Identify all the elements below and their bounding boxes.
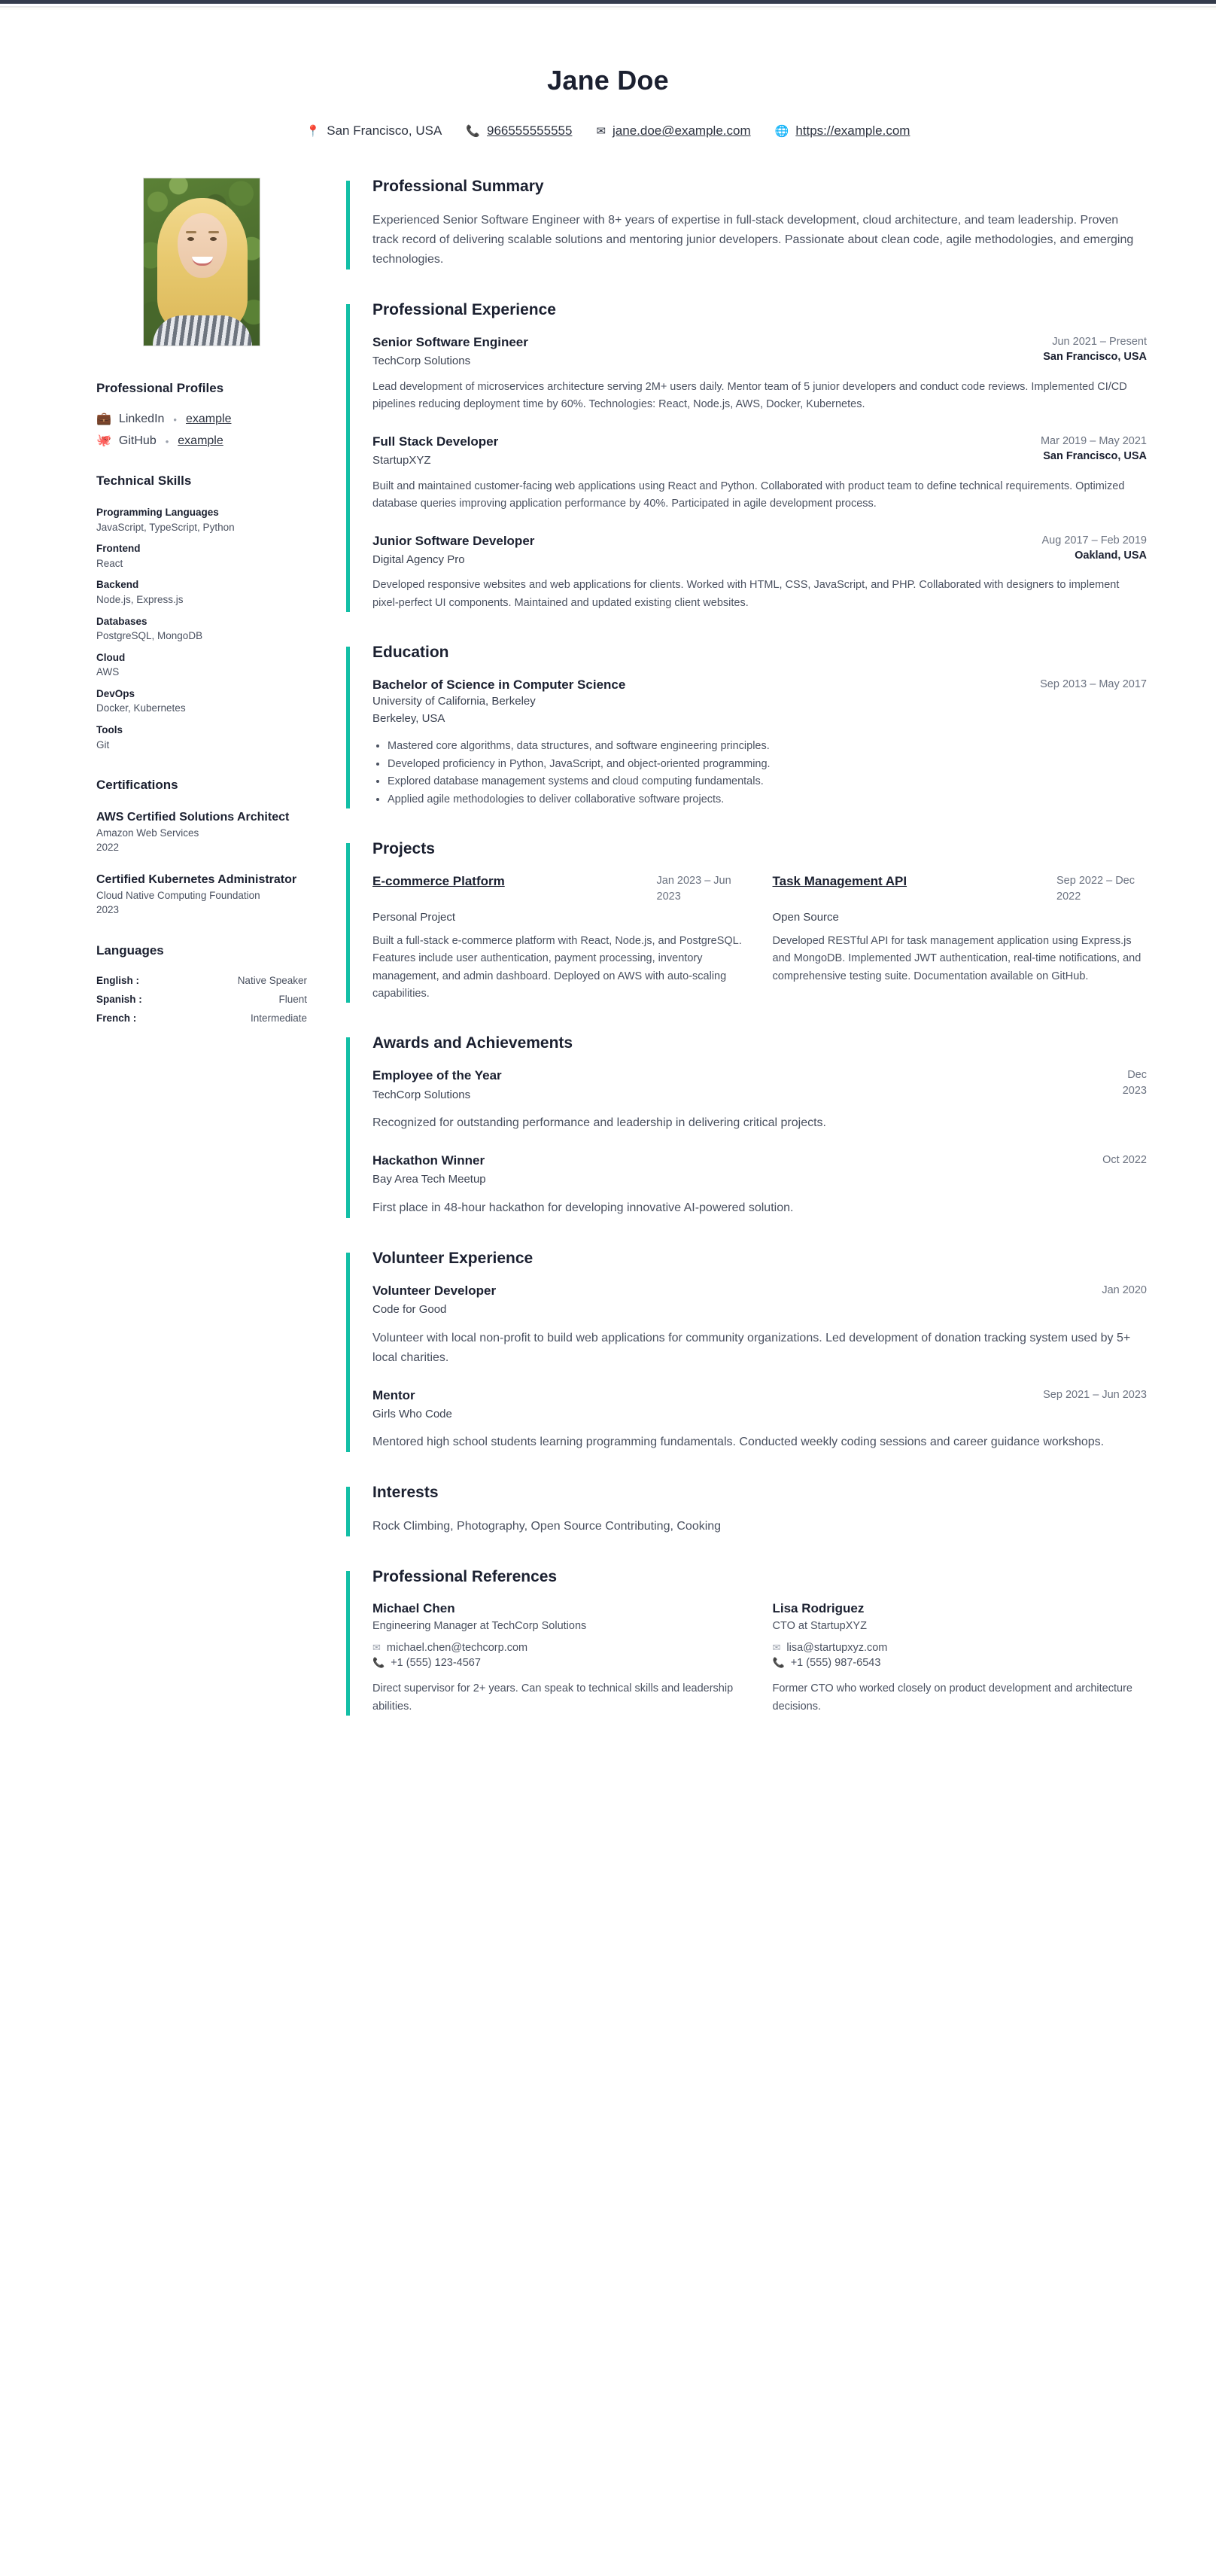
language-name: French : (96, 1012, 137, 1024)
briefcase-icon: 💼 (96, 413, 111, 426)
award-entry-head (372, 1153, 1147, 1188)
skills-heading: Technical Skills (96, 473, 192, 489)
profile-item-0[interactable] (96, 413, 307, 426)
skill-category-3: Databases (96, 615, 147, 627)
profile-link[interactable]: example (185, 413, 232, 426)
experience-company: Digital Agency Pro (372, 553, 465, 566)
experience-list (372, 334, 1147, 612)
certification-name: AWS Certified Solutions Architect (96, 811, 290, 824)
education-bullet-2: • Explored database management systems and cloud computing fundamentals. (388, 773, 1147, 790)
profile-separator: • (173, 413, 177, 425)
languages-section (96, 943, 307, 1024)
volunteer-org: Girls Who Code (372, 1407, 452, 1420)
phone-icon: 📞 (466, 124, 480, 138)
experience-entry-1 (372, 434, 1147, 513)
experience-location: San Francisco, USA (1043, 351, 1147, 364)
skills-section (96, 473, 307, 752)
profile-separator: • (165, 435, 169, 447)
interests-title: Interests (372, 1484, 439, 1502)
reference-card-0 (372, 1601, 747, 1716)
volunteer-entry-right (1043, 1387, 1147, 1403)
volunteer-role: Mentor (372, 1387, 415, 1402)
education-bullets (388, 738, 1147, 808)
interests-text: Rock Climbing, Photography, Open Source Contributing, Cooking (372, 1520, 722, 1533)
experience-description: Lead development of microservices architecture serving 2M+ users daily. Mentor team of 5 junior developers and conduct code reviews. Implemented CI/CD pipelines reducing deployment time by 60%. Technologies: React, Node.js, AWS, Docker, Kubernetes. (372, 380, 1127, 411)
experience-entry-right (1043, 334, 1147, 365)
skill-category-4: Cloud (96, 651, 126, 663)
education-school: University of California, Berkeley (372, 695, 536, 708)
experience-location: San Francisco, USA (1043, 450, 1147, 463)
summary-text: Experienced Senior Software Engineer with 8+ years of expertise in full-stack development, cloud architecture, and team leadership. Proven track record of delivering scalable solutions and mentoring junior developers. Passionate about clean code, agile methodologies, and emerging technologies. (372, 214, 1134, 266)
education-title: Education (372, 644, 449, 662)
language-item-2 (96, 1012, 307, 1024)
section-professional-references (346, 1568, 1147, 1716)
volunteer-entry-0 (372, 1283, 1147, 1368)
language-level: Native Speaker (237, 974, 307, 986)
award-entry-head (372, 1067, 1147, 1103)
experience-entry-right (1041, 434, 1147, 464)
volunteer-date: Sep 2021 – Jun 2023 (1043, 1388, 1147, 1401)
reference-phone-row[interactable] (773, 1657, 1148, 1669)
envelope-icon: ✉ (772, 1642, 781, 1654)
education-list (372, 677, 1147, 808)
experience-description: Built and maintained customer-facing web applications using React and Python. Collaborated with product team to define technical requirements. Optimized database queries improving application performance by 40%. Participated in agile development process. (372, 480, 1125, 510)
project-type: Open Source (772, 910, 839, 924)
contact-value[interactable]: jane.doe@example.com (613, 123, 751, 139)
contact-value[interactable]: 966555555555 (486, 123, 573, 139)
certifications-section (96, 778, 307, 918)
skill-category-2: Backend (96, 579, 139, 591)
candidate-name: Jane Doe (547, 65, 669, 96)
phone-icon: 📞 (772, 1657, 785, 1669)
education-bullet-1: • Developed proficiency in Python, JavaScript, and object-oriented programming. (388, 756, 1147, 773)
volunteer-list (372, 1283, 1147, 1452)
contact-item-1[interactable] (466, 123, 572, 139)
project-date: Jan 2023 – Jun 2023 (656, 875, 731, 903)
reference-name: Michael Chen (372, 1601, 455, 1616)
project-date: Sep 2022 – Dec 2022 (1056, 875, 1135, 903)
award-description: First place in 48-hour hackathon for developing innovative AI-powered solution. (372, 1201, 794, 1215)
award-entry-right (1100, 1067, 1147, 1098)
education-entry-right (1040, 677, 1147, 693)
photo-shirt (153, 315, 252, 346)
experience-role: Junior Software Developer (372, 533, 535, 548)
language-item-0 (96, 975, 307, 986)
section-professional-experience (346, 301, 1147, 612)
skill-value-3: PostgreSQL, MongoDB (96, 630, 203, 642)
profiles-list (96, 413, 307, 448)
experience-entry-head (372, 434, 1147, 469)
education-bullet-3: • Applied agile methodologies to deliver collaborative software projects. (388, 791, 1147, 808)
project-description: Developed RESTful API for task management application using Express.js and MongoDB. Implemented JWT authentication, real-time notifications, and comprehensive testing suite. Documentation available on GitHub. (772, 934, 1142, 982)
envelope-icon: ✉ (596, 124, 606, 138)
profile-item-1[interactable] (96, 434, 307, 448)
reference-role: Engineering Manager at TechCorp Solutions (372, 1620, 587, 1633)
reference-email-row[interactable] (372, 1642, 747, 1654)
certification-name: Certified Kubernetes Administrator (96, 872, 297, 886)
contact-item-0 (306, 123, 442, 139)
reference-email-row[interactable] (773, 1642, 1148, 1654)
reference-phone[interactable]: +1 (555) 123-4567 (391, 1657, 481, 1670)
volunteer-org: Code for Good (372, 1303, 447, 1317)
award-entry-left (372, 1153, 1081, 1188)
certifications-list (96, 809, 307, 918)
skill-value-5: Docker, Kubernetes (96, 702, 186, 714)
section-projects (346, 840, 1147, 1003)
award-date: Dec 2023 (1122, 1069, 1147, 1098)
project-card-head (773, 873, 1148, 904)
education-degree: Bachelor of Science in Computer Science (372, 677, 626, 693)
section-volunteer-experience (346, 1250, 1147, 1452)
section-education (346, 644, 1147, 808)
globe-icon: 🌐 (774, 124, 789, 138)
skills-list (96, 505, 307, 752)
experience-company: StartupXYZ (372, 453, 431, 467)
project-card-head (372, 873, 747, 904)
languages-heading: Languages (96, 942, 164, 958)
language-level: Intermediate (250, 1012, 307, 1024)
award-name: Employee of the Year (372, 1068, 502, 1083)
certification-date: 2023 (96, 903, 120, 915)
octopus-icon: 🐙 (96, 434, 111, 448)
experience-entry-left (372, 434, 1020, 469)
contact-item-3[interactable] (775, 123, 910, 139)
resume-sidebar (96, 178, 307, 1747)
education-date: Sep 2013 – May 2017 (1040, 678, 1147, 691)
education-entry-left (372, 677, 1019, 727)
experience-entry-2 (372, 533, 1147, 613)
education-entry-0 (372, 677, 1147, 808)
experience-date: Aug 2017 – Feb 2019 (1041, 534, 1147, 547)
award-date: Oct 2022 (1102, 1154, 1147, 1167)
projects-grid (372, 873, 1147, 1003)
contact-value: San Francisco, USA (327, 123, 442, 139)
location-pin-icon: 📍 (306, 124, 321, 138)
certification-item-0 (96, 809, 307, 855)
experience-entry-head (372, 533, 1147, 568)
skill-value-6: Git (96, 738, 110, 751)
skill-value-0: JavaScript, TypeScript, Python (96, 521, 235, 533)
certification-date: 2022 (96, 842, 120, 854)
language-name: Spanish : (96, 993, 142, 1005)
experience-entry-left (372, 334, 1022, 370)
certification-issuer: Amazon Web Services (96, 827, 199, 839)
certification-item-1 (96, 872, 307, 918)
certification-issuer: Cloud Native Computing Foundation (96, 890, 260, 902)
volunteer-description: Volunteer with local non-profit to build web applications for community organizations. Led development of donation tracking system used by 5+ local charities. (372, 1331, 1131, 1364)
award-entry-0 (372, 1067, 1147, 1133)
section-awards (346, 1034, 1147, 1218)
resume-header (0, 10, 1216, 139)
project-name[interactable]: E-commerce Platform (372, 874, 505, 889)
skill-category-1: Frontend (96, 543, 141, 555)
language-level: Fluent (278, 993, 307, 1005)
award-issuer: TechCorp Solutions (372, 1088, 471, 1101)
projects-title: Projects (372, 840, 435, 858)
volunteer-entry-head (372, 1283, 1147, 1318)
reference-note: Direct supervisor for 2+ years. Can speak to technical skills and leadership abilities. (372, 1682, 734, 1713)
reference-role: CTO at StartupXYZ (772, 1620, 867, 1633)
education-entry-head (372, 677, 1147, 727)
award-issuer: Bay Area Tech Meetup (372, 1173, 486, 1186)
reference-email[interactable]: michael.chen@techcorp.com (386, 1642, 528, 1655)
contact-value[interactable]: https://example.com (795, 123, 910, 139)
education-bullet-0: • Mastered core algorithms, data structures, and software engineering principles. (388, 738, 1147, 755)
profile-photo-container (96, 178, 307, 346)
skill-category-5: DevOps (96, 687, 135, 699)
resume-main-column (346, 178, 1147, 1747)
languages-list (96, 975, 307, 1024)
project-name[interactable]: Task Management API (772, 874, 907, 889)
experience-date: Mar 2019 – May 2021 (1040, 434, 1147, 447)
experience-description: Developed responsive websites and web applications for clients. Worked with HTML, CSS, JavaScript, and PHP. Collaborated with designers to implement pixel-perfect UI components. Maintained and updated existing client websites. (372, 579, 1120, 609)
award-entry-left (372, 1067, 1079, 1103)
summary-title: Professional Summary (372, 178, 544, 196)
award-entry-right (1102, 1153, 1147, 1168)
project-type: Personal Project (372, 910, 456, 924)
experience-title: Professional Experience (372, 300, 556, 318)
project-description: Built a full-stack e-commerce platform with React, Node.js, and PostgreSQL. Features include user authentication, payment processing, inventory management, and admin dashboard. Deployed on AWS with auto-scaling capabilities. (372, 934, 742, 1000)
language-name: English : (96, 974, 139, 986)
profile-link[interactable]: example (178, 434, 223, 448)
volunteer-description: Mentored high school students learning programming fundamentals. Conducted weekly coding sessions and career guidance workshops. (372, 1436, 1105, 1449)
photo-eyebrow-right (208, 231, 219, 233)
skill-value-2: Node.js, Express.js (96, 594, 184, 605)
section-professional-summary (346, 178, 1147, 269)
volunteer-entry-right (1102, 1283, 1147, 1299)
reference-name: Lisa Rodriguez (772, 1601, 865, 1616)
volunteer-entry-head (372, 1387, 1147, 1423)
experience-date: Jun 2021 – Present (1052, 335, 1147, 348)
certifications-heading: Certifications (96, 778, 178, 793)
experience-role: Senior Software Engineer (372, 334, 528, 349)
profile-photo (143, 178, 260, 346)
volunteer-title: Volunteer Experience (372, 1249, 534, 1267)
skill-value-1: React (96, 557, 123, 569)
award-name: Hackathon Winner (372, 1153, 485, 1168)
awards-list (372, 1067, 1147, 1218)
volunteer-entry-left (372, 1283, 1081, 1318)
skill-category-0: Programming Languages (96, 507, 219, 519)
reference-email[interactable]: lisa@startupxyz.com (786, 1642, 888, 1655)
award-entry-1 (372, 1153, 1147, 1218)
photo-face (178, 213, 227, 278)
resume-body-grid (0, 178, 1216, 1747)
volunteer-role: Volunteer Developer (372, 1283, 497, 1298)
reference-phone-row[interactable] (372, 1657, 747, 1669)
reference-note: Former CTO who worked closely on product development and architecture decisions. (772, 1682, 1132, 1713)
contact-item-2[interactable] (596, 123, 750, 139)
phone-icon: 📞 (372, 1657, 385, 1669)
project-card-0 (372, 873, 747, 1003)
experience-entry-0 (372, 334, 1147, 414)
volunteer-entry-1 (372, 1387, 1147, 1453)
award-description: Recognized for outstanding performance and leadership in delivering critical projects. (372, 1116, 826, 1130)
skill-category-6: Tools (96, 723, 123, 735)
awards-title: Awards and Achievements (372, 1034, 573, 1052)
experience-entry-head (372, 334, 1147, 370)
volunteer-date: Jan 2020 (1102, 1283, 1147, 1296)
photo-eyebrow-left (186, 231, 196, 233)
education-location: Berkeley, USA (372, 711, 445, 725)
references-grid (372, 1601, 1147, 1716)
experience-entry-left (372, 533, 1021, 568)
profile-network: LinkedIn (118, 413, 165, 426)
resume-page (0, 10, 1216, 1792)
profile-network: GitHub (118, 434, 157, 448)
envelope-icon: ✉ (372, 1642, 381, 1654)
reference-phone[interactable]: +1 (555) 987-6543 (790, 1657, 881, 1670)
language-item-1 (96, 994, 307, 1005)
section-interests (346, 1484, 1147, 1536)
profiles-section (96, 381, 307, 448)
experience-entry-right (1042, 533, 1147, 564)
contact-info-row (0, 123, 1216, 139)
experience-location: Oakland, USA (1075, 550, 1147, 562)
reference-card-1 (773, 1601, 1148, 1716)
profiles-heading: Professional Profiles (96, 381, 224, 396)
experience-company: TechCorp Solutions (372, 355, 471, 367)
experience-role: Full Stack Developer (372, 434, 499, 449)
skill-value-4: AWS (96, 666, 120, 678)
references-title: Professional References (372, 1568, 558, 1586)
project-card-1 (773, 873, 1148, 1003)
volunteer-entry-left (372, 1387, 1022, 1423)
